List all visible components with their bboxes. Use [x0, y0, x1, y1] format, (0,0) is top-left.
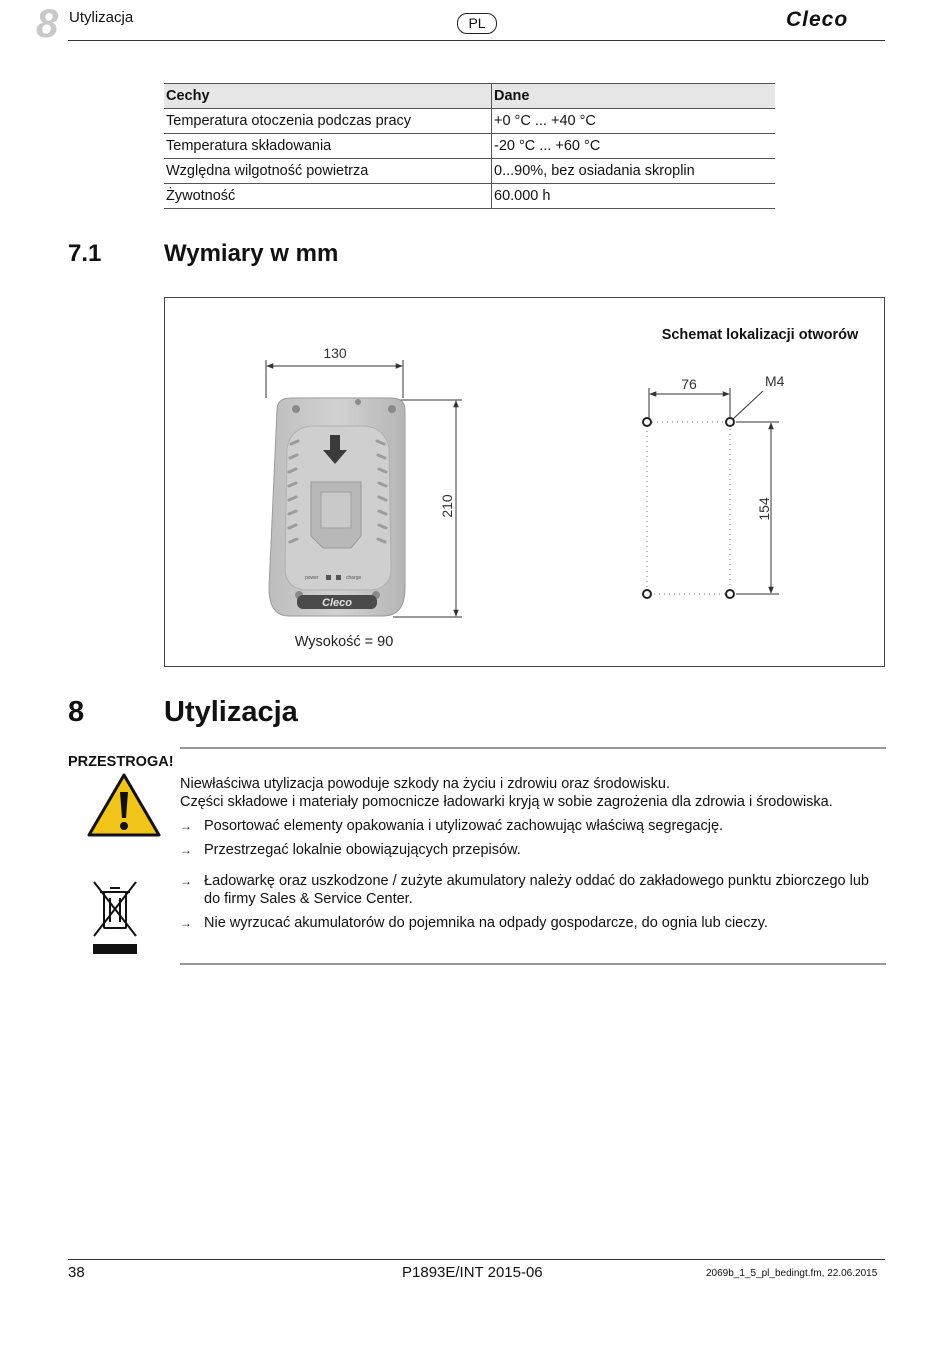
table-cell: Temperatura składowania [164, 134, 492, 159]
warning-divider-top [180, 747, 886, 749]
table-cell: 0...90%, bez osiadania skroplin [492, 159, 776, 184]
table-cell: +0 °C ... +40 °C [492, 109, 776, 134]
page-number: 38 [68, 1264, 85, 1281]
led-power-label: power [305, 575, 319, 581]
table-cell: Temperatura otoczenia podczas pracy [164, 109, 492, 134]
warning-paragraph: Części składowe i materiały pomocnicze ładowarki kryją w sobie zagrożenia dla zdrowia i środowiska. [180, 794, 833, 810]
spec-table [164, 83, 775, 209]
arrow-icon: → [180, 843, 192, 857]
table-row [164, 109, 775, 134]
section-number: 7.1 [68, 240, 102, 267]
warning-triangle-icon [86, 772, 162, 838]
arrow-icon: → [180, 916, 192, 930]
table-cell: 60.000 h [492, 184, 776, 209]
section-number: 8 [68, 696, 85, 728]
led-charge-label: charge [346, 575, 362, 581]
document-id: P1893E/INT 2015-06 [402, 1264, 543, 1281]
device-logo: Cleco [322, 597, 352, 609]
width-dimension [266, 345, 403, 398]
mounting-hole [643, 590, 651, 598]
table-row [164, 134, 775, 159]
table-row [164, 159, 775, 184]
table-header-cell: Dane [492, 84, 776, 109]
height-label: 210 [439, 494, 455, 518]
hole-spacing-x-label: 76 [681, 376, 697, 392]
charger-device [269, 398, 405, 616]
table-header-cell: Cechy [164, 84, 492, 109]
file-info: 2069b_1_5_pl_bedingt.fm, 22.06.2015 [706, 1268, 878, 1279]
instruction-step [180, 817, 880, 835]
step-text: Nie wyrzucać akumulatorów do pojemnika na odpady gospodarcze, do ognia lub cieczy. [204, 915, 768, 931]
section-title: Wymiary w mm [164, 240, 339, 267]
hole-spacing-y-label: 154 [756, 497, 772, 521]
chapter-title: Utylizacja [69, 9, 134, 26]
hole-schema [643, 327, 859, 598]
cleco-logo: Cleco [786, 8, 849, 31]
mounting-hole [726, 590, 734, 598]
table-header-row [164, 84, 775, 109]
dimension-drawing [165, 298, 884, 666]
table-row [164, 184, 775, 209]
language-badge: PL [457, 13, 497, 34]
warning-paragraph: Niewłaściwa utylizacja powoduje szkody na życiu i zdrowiu oraz środowisku. [180, 776, 670, 792]
step-text: Przestrzegać lokalnie obowiązujących przepisów. [204, 842, 521, 858]
mounting-hole [643, 418, 651, 426]
table-cell: Żywotność [164, 184, 492, 209]
instruction-step [180, 872, 880, 908]
header-divider [68, 40, 885, 41]
instruction-step [180, 841, 880, 859]
mounting-hole [726, 418, 734, 426]
arrow-icon: → [180, 819, 192, 833]
warning-title: PRZESTROGA! [68, 754, 174, 770]
table-cell: Względna wilgotność powietrza [164, 159, 492, 184]
arrow-icon: → [180, 874, 192, 888]
instruction-step [180, 914, 880, 932]
warning-divider-bottom [180, 963, 886, 965]
dimension-figure [164, 297, 885, 667]
width-label: 130 [323, 345, 347, 361]
schema-title: Schemat lokalizacji otworów [661, 327, 859, 343]
table-cell: -20 °C ... +60 °C [492, 134, 776, 159]
depth-label: Wysokość = 90 [294, 634, 394, 650]
crossed-out-bin-icon [90, 880, 140, 956]
step-text: Ładowarkę oraz uszkodzone / zużyte akumulatory należy oddać do zakładowego punktu zbiorczego lub do firmy Sales & Service Center. [204, 873, 869, 907]
step-text: Posortować elementy opakowania i utylizować zachowując właściwą segregację. [204, 818, 724, 834]
footer-divider [68, 1259, 885, 1260]
thread-label: M4 [765, 373, 785, 389]
section-title: Utylizacja [164, 696, 298, 728]
chapter-number: 8 [36, 2, 59, 46]
